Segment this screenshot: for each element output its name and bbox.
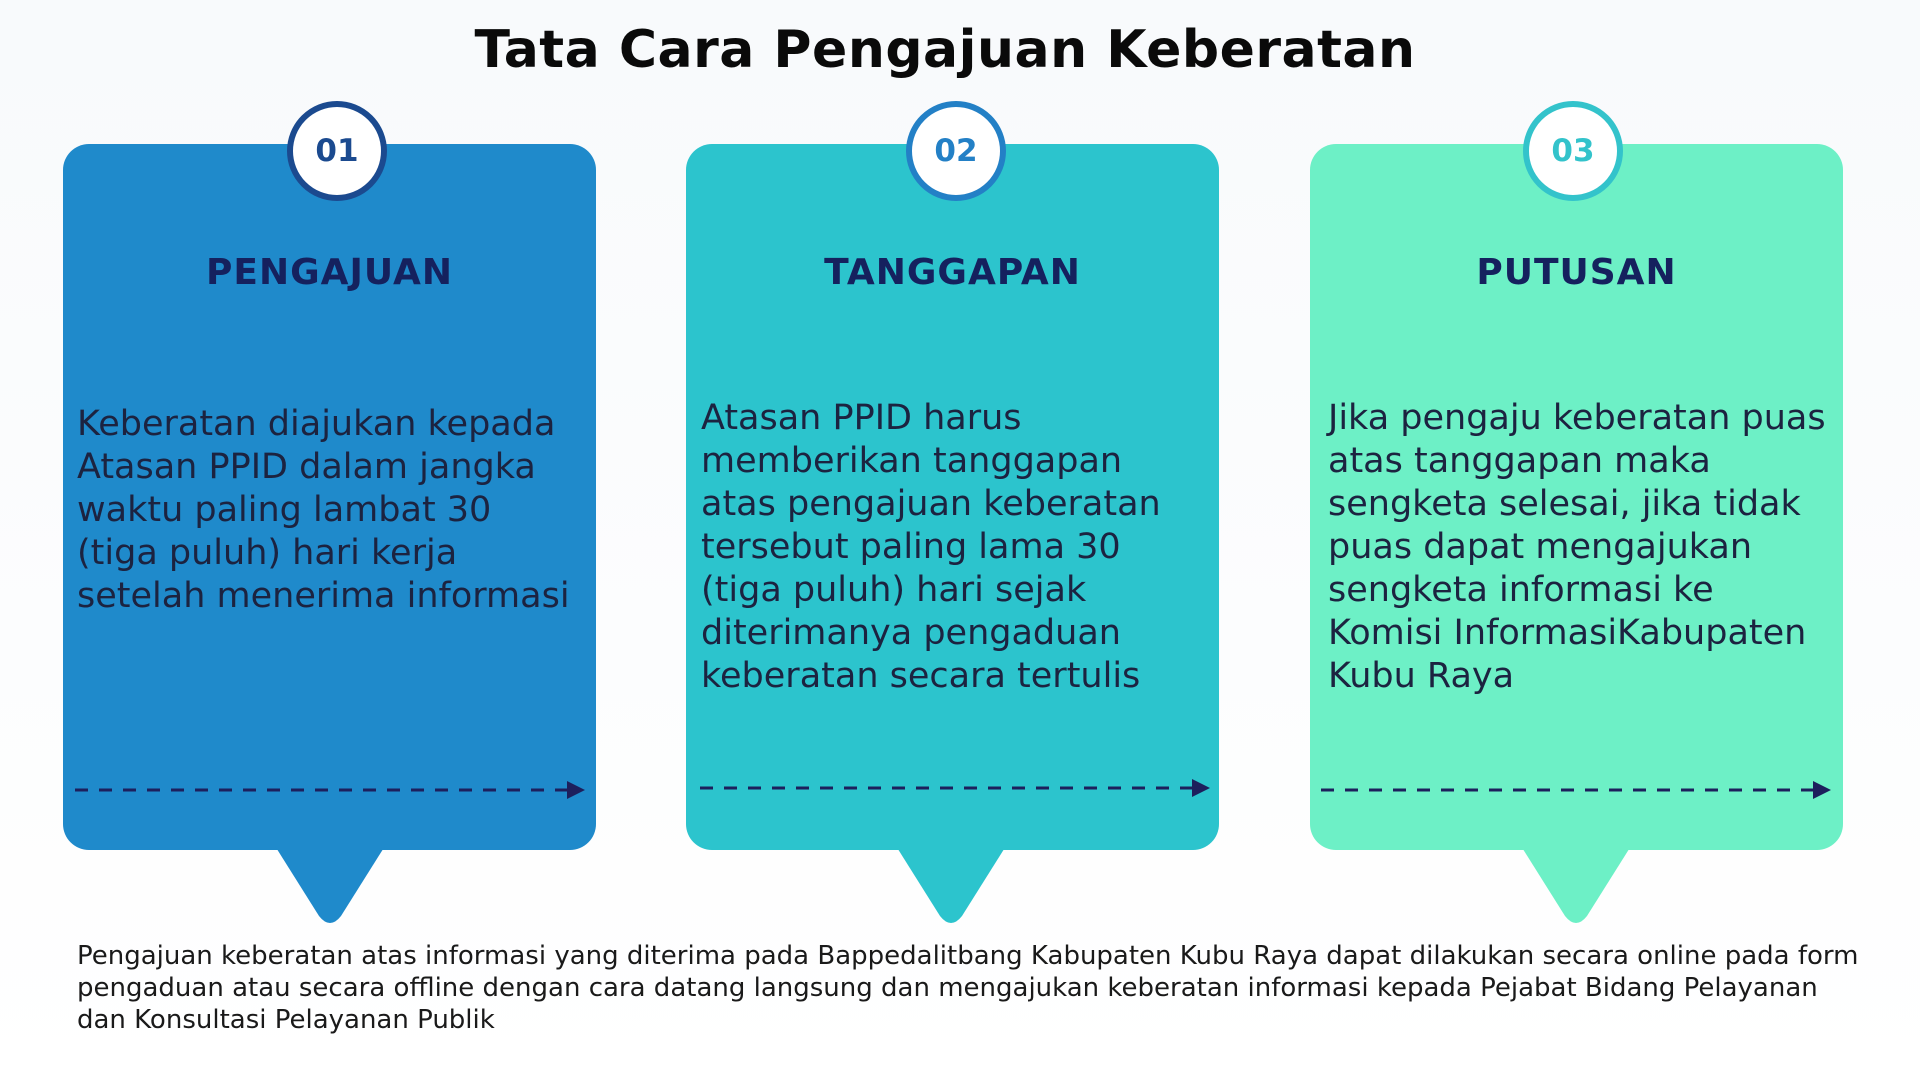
step-description: Atasan PPID harus memberikan tanggapan atas pengajuan keberatan tersebut paling lama 30 (tiga puluh) hari sejak diterimanya pengaduan keberatan secara tertulis — [701, 398, 1161, 696]
dashed-arrow-icon — [1321, 778, 1833, 802]
step-card-pointer — [275, 846, 385, 924]
dashed-arrow-icon — [700, 776, 1212, 800]
step-description: Jika pengaju keberatan puas atas tanggapan maka sengketa selesai, jika tidak puas dapat mengajukan sengketa informasi ke Komisi InformasiKabupaten Kubu Raya — [1328, 398, 1826, 696]
step-heading: PENGAJUAN — [205, 252, 454, 293]
step-description: Keberatan diajukan kepada Atasan PPID dalam jangka waktu paling lambat 30 (tiga puluh) hari kerja setelah menerima informasi — [77, 404, 570, 616]
step-card-pointer — [896, 846, 1006, 924]
step-card-pointer — [1521, 846, 1631, 924]
step-number-badge: 02 — [906, 101, 1006, 201]
step-heading: PUTUSAN — [1476, 252, 1677, 293]
step-number-badge: 03 — [1523, 101, 1623, 201]
step-heading: TANGGAPAN — [824, 252, 1081, 293]
step-number-badge: 01 — [287, 101, 387, 201]
dashed-arrow-icon — [75, 778, 587, 802]
page-title: Tata Cara Pengajuan Keberatan — [474, 20, 1416, 80]
footnote-text: Pengajuan keberatan atas informasi yang diterima pada Bappedalitbang Kabupaten Kubu Raya dapat dilakukan secara online pada form pengaduan atau secara offline dengan cara datang langsung dan mengajukan keberatan informasi kepada Pejabat Bidang Pelayanan dan Konsultasi Pelayanan Publik — [77, 941, 1859, 1035]
